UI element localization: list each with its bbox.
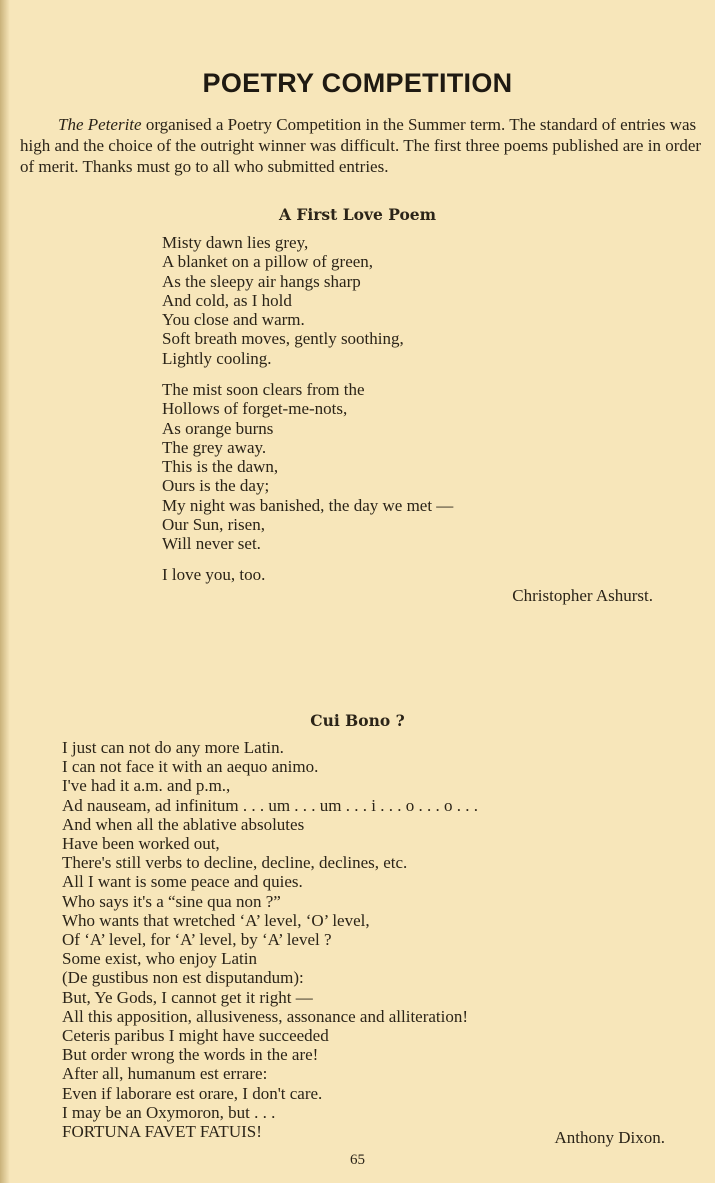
poem2-author: Anthony Dixon. xyxy=(554,1128,665,1147)
poem-line: Who wants that wretched ‘A’ level, ‘O’ level, xyxy=(62,910,370,930)
poem-line: Misty dawn lies grey, xyxy=(162,233,309,252)
poem-line: As orange burns xyxy=(162,418,274,438)
poem1-stanza-1 xyxy=(162,233,404,368)
publication-name: The Peterite xyxy=(58,115,142,134)
page-heading: POETRY COMPETITION xyxy=(202,68,513,98)
poem-line: All I want is some peace and quies. xyxy=(62,872,303,892)
poem-line: Have been worked out, xyxy=(62,834,220,854)
poem-line: There's still verbs to decline, decline, declines, etc. xyxy=(62,853,408,873)
poem-line: As the sleepy air hangs sharp xyxy=(162,271,361,291)
poem-line: (De gustibus non est disputandum): xyxy=(62,968,304,988)
poem-line: Who says it's a “sine qua non ?” xyxy=(62,891,281,911)
poem-line: All this apposition, allusiveness, assonance and alliteration! xyxy=(62,1006,469,1026)
poem-line: Our Sun, risen, xyxy=(162,515,265,535)
poem-line: And cold, as I hold xyxy=(162,290,292,310)
poem-line: After all, humanum est errare: xyxy=(62,1064,268,1084)
poem-line: You close and warm. xyxy=(162,310,305,330)
poem-title-first-love: A First Love Poem xyxy=(278,205,437,224)
poem-line: Of ‘A’ level, for ‘A’ level, by ‘A’ level ? xyxy=(62,930,332,950)
poem-line: I've had it a.m. and p.m., xyxy=(62,776,231,796)
intro-text: organised a Poetry Competition in the Summer term. The standard of entries was high and the choice of the outright winner was difficult. The first three poems published are in order of merit. Thanks must go to all who submitted entries. xyxy=(20,115,702,176)
poem1-stanza-3 xyxy=(162,565,265,584)
poem-line: I just can not do any more Latin. xyxy=(62,738,284,757)
poem-line: Ours is the day; xyxy=(162,476,270,496)
poem-line: Ceteris paribus I might have succeeded xyxy=(62,1026,329,1046)
poem1-author: Christopher Ashurst. xyxy=(512,586,653,605)
poem-line: Ad nauseam, ad infinitum . . . um . . . um . . . i . . . o . . . o . . . xyxy=(62,795,478,815)
poem2-body xyxy=(62,738,478,1141)
poem-line: I may be an Oxymoron, but . . . xyxy=(62,1102,276,1122)
poem-line: I love you, too. xyxy=(162,565,266,584)
poem-line: The mist soon clears from the xyxy=(162,380,365,399)
poem-line: The grey away. xyxy=(162,437,267,457)
poem-line: Hollows of forget-me-nots, xyxy=(162,399,348,419)
poem-line: This is the dawn, xyxy=(162,457,279,477)
page-number: 65 xyxy=(350,1152,365,1168)
poem-line: Some exist, who enjoy Latin xyxy=(62,949,258,969)
poem-line: A blanket on a pillow of green, xyxy=(162,252,374,272)
intro-paragraph xyxy=(20,114,705,177)
poem-line: Soft breath moves, gently soothing, xyxy=(162,329,404,349)
poem-line: FORTUNA FAVET FATUIS! xyxy=(62,1122,262,1142)
poem-line: Will never set. xyxy=(162,534,261,554)
poem-line: And when all the ablative absolutes xyxy=(62,814,305,834)
poem-line: But order wrong the words in the are! xyxy=(62,1045,319,1065)
poem-line: I can not face it with an aequo animo. xyxy=(62,757,319,777)
poem-line: Lightly cooling. xyxy=(162,348,272,368)
poem-title-cui-bono: Cui Bono ? xyxy=(310,711,405,730)
poem-line: But, Ye Gods, I cannot get it right — xyxy=(62,987,313,1007)
poem-line: My night was banished, the day we met — xyxy=(162,495,454,515)
poem1-stanza-2 xyxy=(162,380,453,554)
poem-line: Even if laborare est orare, I don't care. xyxy=(62,1083,323,1103)
